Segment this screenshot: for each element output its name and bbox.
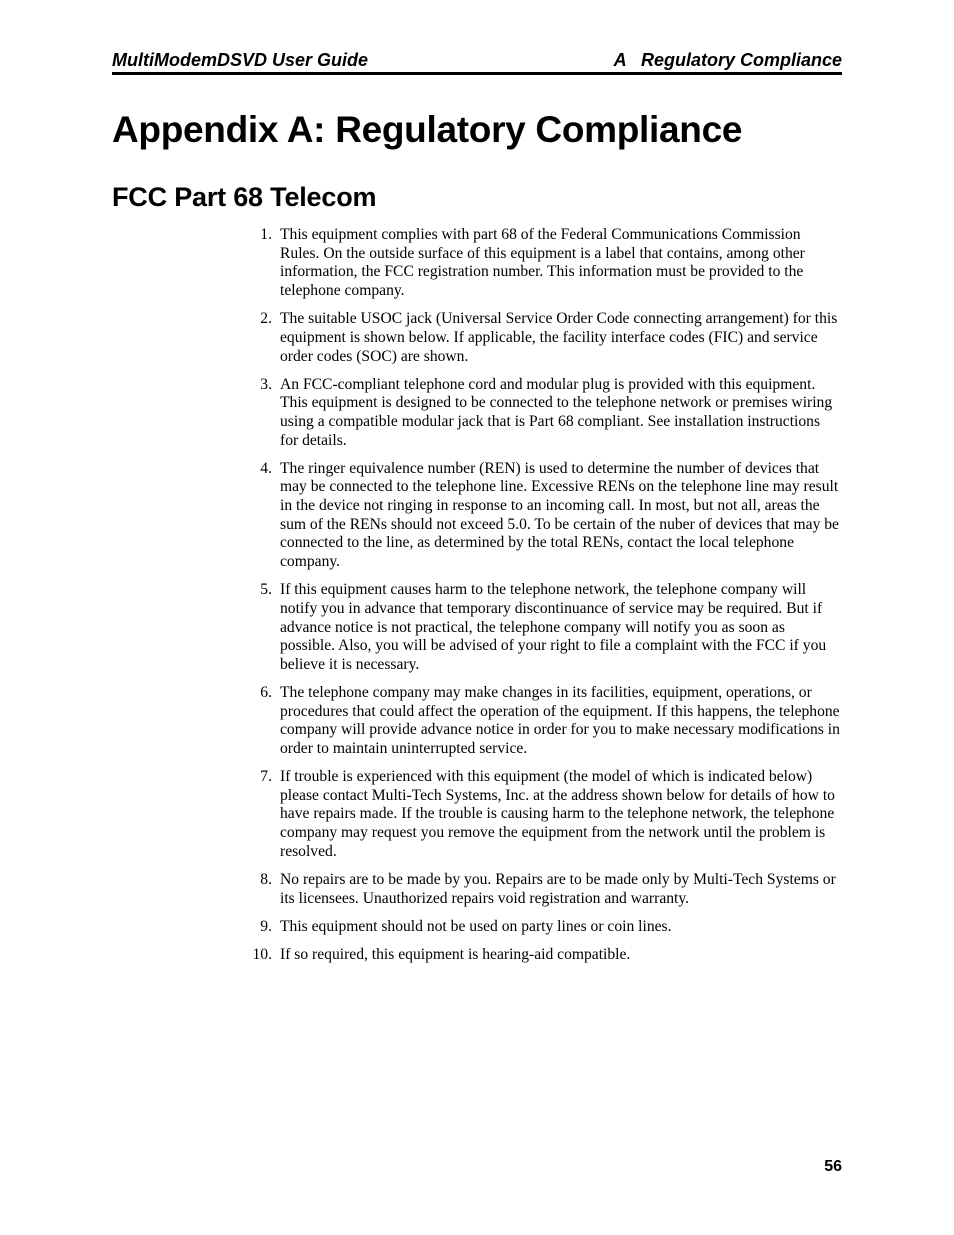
item-text: An FCC-compliant telephone cord and modular plug is provided with this equipment. This equipment is designed to be connected to the telephone network or premises wiring using a compatible modular jack that is Part 68 compliant. See installation instructions for details.	[280, 375, 833, 449]
item-text: The ringer equivalence number (REN) is used to determine the number of devices that may be connected to the telephone line. Excessive RENs on the telephone line may result in the device not ringing in response to an incoming call. In most, but not all, areas the sum of the RENs should not exceed 5.0. To be certain of the nuber of devices that may be connected to the line, as determined by the total RENs, contact the local telephone company.	[280, 459, 839, 571]
item-text: This equipment should not be used on party lines or coin lines.	[280, 917, 672, 935]
list-item	[246, 581, 842, 675]
item-text: The telephone company may make changes in its facilities, equipment, operations, or procedures that could affect the operation of the equipment. If this happens, the telephone company will provide advance notice in order for you to make necessary modifications in order to maintain uninterrupted service.	[280, 683, 840, 758]
page-number: 56	[824, 1158, 842, 1175]
item-number: 1.	[260, 226, 272, 243]
item-number: 3.	[260, 375, 272, 393]
item-number: 7.	[260, 768, 272, 786]
item-text: The suitable USOC jack (Universal Service Order Code connecting arrangement) for this equipment is shown below. If applicable, the facility interface codes (FIC) and service order codes (SOC) are shown.	[280, 310, 838, 365]
header-guide-title: MultiModemDSVD User Guide	[112, 50, 369, 70]
item-number: 9.	[260, 917, 272, 935]
fcc-requirements-list	[246, 226, 842, 974]
list-item	[246, 310, 842, 366]
list-item	[246, 684, 842, 759]
list-item	[246, 460, 842, 572]
running-header	[112, 48, 842, 75]
item-text: If this equipment causes harm to the telephone network, the telephone company will notify you in advance that temporary discontinuance of service may be required. But if advance notice is not practical, the telephone company will notify you as soon as possible. Also, you will be advised of your right to file a complaint with the FCC if you believe it is necessary.	[280, 581, 827, 673]
item-text: No repairs are to be made by you. Repairs are to be made only by Multi-Tech Systems or its licensees. Unauthorized repairs void registration and warranty.	[280, 870, 836, 907]
item-number: 8.	[260, 870, 272, 888]
item-number: 10.	[252, 945, 272, 963]
list-item	[246, 946, 842, 965]
item-text: If trouble is experienced with this equipment (the model of which is indicated below) please contact Multi-Tech Systems, Inc. at the address shown below for details of how to have repairs made. If the trouble is causing harm to the telephone network, the telephone company may request you remove the equipment from the network until the problem is resolved.	[280, 768, 835, 860]
chapter-title: Appendix A: Regulatory Compliance	[112, 109, 743, 150]
header-chapter-title: A Regulatory Compliance	[613, 50, 842, 70]
list-item	[246, 226, 842, 301]
list-item	[246, 871, 842, 908]
item-number: 6.	[260, 683, 272, 701]
item-number: 4.	[260, 459, 272, 477]
list-item	[246, 918, 842, 937]
item-text: This equipment complies with part 68 of the Federal Communications Commission Rules. On the outside surface of this equipment is a label that contains, among other information, the FCC registration number. This information must be provided to the telephone company.	[280, 226, 805, 300]
section-title: FCC Part 68 Telecom	[112, 182, 377, 212]
list-item	[246, 768, 842, 862]
list-item	[246, 376, 842, 451]
item-number: 5.	[260, 581, 272, 599]
item-number: 2.	[260, 310, 272, 328]
item-text: If so required, this equipment is hearing-aid compatible.	[280, 945, 631, 963]
